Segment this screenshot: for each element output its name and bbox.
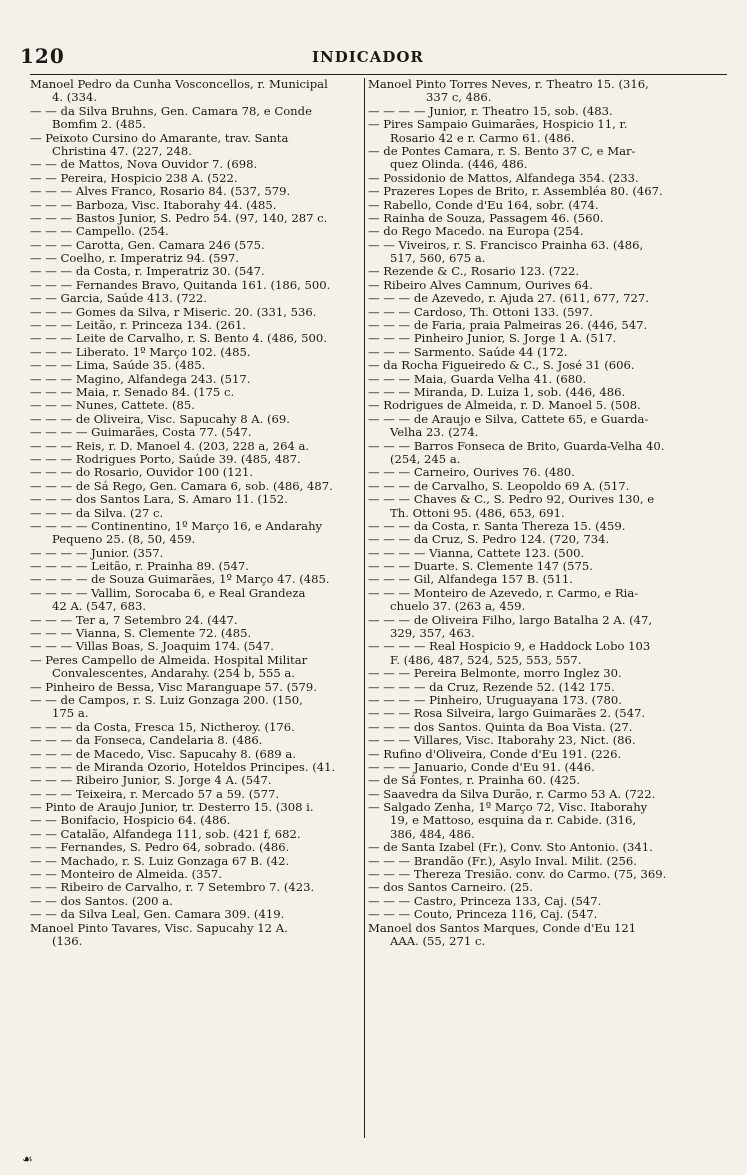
directory-entry-line: — — — Maia, Guarda Velha 41. (680.: [368, 372, 587, 386]
directory-entry-line: — — — — Real Hospicio 9, e Haddock Lobo 103: [368, 640, 651, 654]
directory-entry-line: — — — — Vianna, Cattete 123. (500.: [368, 546, 585, 560]
directory-entry-line: chuelo 37. (263 a, 459.: [390, 600, 526, 614]
directory-entry-line: — — — Sarmento. Saúde 44 (172.: [368, 345, 568, 359]
left-column: [30, 78, 365, 948]
directory-entry-line: — — — Cardoso, Th. Ottoni 133. (597.: [368, 305, 593, 319]
directory-entry-line: — — — de Miranda Ozorio, Hoteldos Principes. (41.: [30, 760, 336, 774]
directory-entry-line: — — — Liberato. 1º Março 102. (485.: [30, 345, 251, 359]
directory-entry-line: — Prazeres Lopes de Brito, r. Assembléa 80. (467.: [368, 185, 663, 199]
directory-entry-line: — — — da Fonseca, Candelaria 8. (486.: [30, 734, 263, 748]
directory-entry-line: — Rainha de Souza, Passagem 46. (560.: [368, 211, 604, 225]
directory-entry-line: — — — de Faria, praia Palmeiras 26. (446, 547.: [368, 319, 648, 333]
directory-entry-line: — — Viveiros, r. S. Francisco Prainha 63. (486,: [368, 238, 644, 252]
header-rule: [30, 74, 727, 75]
directory-entry-line: Bomfim 2. (485.: [52, 118, 146, 132]
directory-entry-line: 19, e Mattoso, esquina da r. Cabide. (316,: [390, 814, 637, 828]
directory-entry-line: Manoel Pinto Torres Neves, r. Theatro 15. (316,: [368, 78, 649, 91]
directory-entry-line: — — — de Carvalho, S. Leopoldo 69 A. (517.: [368, 479, 630, 493]
directory-entry-line: — — — Carneiro, Ourives 76. (480.: [368, 466, 575, 480]
directory-entry-line: — — — Thereza Tresião. conv. do Carmo. (75, 369.: [368, 868, 667, 882]
directory-entry-line: — — — Villas Boas, S. Joaquim 174. (547.: [30, 640, 274, 654]
directory-entry-line: — — — Barros Fonseca de Brito, Guarda-Velha 40.: [368, 439, 665, 453]
directory-entry-line: — — Monteiro de Almeida. (357.: [30, 868, 222, 882]
directory-entry-line: — — — Duarte. S. Clemente 147 (575.: [368, 560, 593, 574]
directory-entry-line: 337 c, 486.: [426, 91, 492, 105]
directory-entry-line: — — — Pinheiro Junior, S. Jorge 1 A. (517.: [368, 332, 617, 346]
directory-entry-line: — — de Campos, r. S. Luiz Gonzaga 200. (150,: [30, 693, 303, 707]
directory-entry-line: — — — — da Cruz, Rezende 52. (142 175.: [368, 680, 615, 694]
directory-entry-line: — — — — Continentino, 1º Março 16, e Andarahy: [30, 519, 323, 533]
directory-entry-line: (254, 245 a.: [390, 452, 461, 466]
directory-entry-line: Rosario 42 e r. Carmo 61. (486.: [390, 131, 575, 145]
directory-entry-line: Velha 23. (274.: [390, 426, 479, 440]
directory-entry-line: 4. (334.: [52, 91, 98, 105]
directory-entry-line: — — — Rosa Silveira, largo Guimarães 2. (547.: [368, 707, 646, 721]
directory-entry-line: — — — — Leitão, r. Prainha 89. (547.: [30, 560, 249, 574]
directory-entry-line: — dos Santos Carneiro. (25.: [368, 881, 533, 895]
directory-entry-line: — — — — Guimarães, Costa 77. (547.: [30, 426, 252, 440]
directory-entry-line: — do Rego Macedo. na Europa (254.: [368, 225, 584, 239]
directory-entry-line: 175 a.: [52, 707, 89, 721]
directory-entry-line: — — — Villares, Visc. Itaborahy 23, Nict. (86.: [368, 734, 636, 748]
directory-entry-line: — Pinheiro de Bessa, Visc Maranguape 57. (579.: [30, 680, 317, 694]
directory-entry-line: — — — Couto, Princeza 116, Caj. (547.: [368, 908, 598, 922]
directory-entry-line: — de Pontes Camara, r. S. Bento 37 C, e Mar-: [368, 144, 636, 158]
directory-entry-line: — — — Alves Franco, Rosario 84. (537, 579.: [30, 185, 291, 199]
directory-entry-line: — — — dos Santos Lara, S. Amaro 11. (152.: [30, 493, 288, 507]
directory-entry-line: — — Bonifacio, Hospicio 64. (486.: [30, 814, 231, 828]
column-divider: [364, 78, 365, 1138]
directory-entry-line: — — — Chaves & C., S. Pedro 92, Ourives 130, e: [368, 493, 655, 507]
directory-entry-line: quez Olinda. (446, 486.: [390, 158, 528, 172]
directory-entry-line: Th. Ottoni 95. (486, 653, 691.: [390, 506, 565, 520]
directory-entry-line: — da Rocha Figueiredo & C., S. José 31 (606.: [368, 359, 635, 373]
directory-entry-line: — — — — Junior. (357.: [30, 546, 164, 560]
directory-entry-line: — — — — Junior, r. Theatro 15, sob. (483.: [368, 104, 613, 118]
directory-entry-line: — — dos Santos. (200 a.: [30, 894, 173, 908]
right-column: [368, 78, 730, 948]
directory-entry-line: — — — Teixeira, r. Mercado 57 a 59. (577.: [30, 787, 280, 801]
directory-entry-line: — — — Leitão, r. Princeza 134. (261.: [30, 319, 247, 333]
page-number: 120: [20, 44, 65, 68]
directory-entry-line: — — — de Sá Rego, Gen. Camara 6, sob. (486, 487.: [30, 479, 333, 493]
directory-entry-line: — — — Januario, Conde d'Eu 91. (446.: [368, 760, 595, 774]
directory-entry-line: — — — Lima, Saúde 35. (485.: [30, 359, 206, 373]
directory-entry-line: Manoel dos Santos Marques, Conde d'Eu 121: [368, 921, 637, 935]
directory-entry-line: — — — da Costa, r. Imperatriz 30. (547.: [30, 265, 265, 279]
directory-entry-line: — Rezende & C., Rosario 123. (722.: [368, 265, 580, 279]
directory-entry-line: Manoel Pedro da Cunha Vosconcellos, r. Municipal: [30, 78, 328, 91]
directory-entry-line: — — — Leite de Carvalho, r. S. Bento 4. (486, 500.: [30, 332, 327, 346]
directory-entry-line: — de Santa Izabel (Fr.), Conv. Sto Antonio. (341.: [368, 841, 653, 855]
directory-entry-line: — Pires Sampaio Guimarães, Hospicio 11, r.: [368, 118, 628, 132]
directory-entry-line: — — — da Costa, r. Santa Thereza 15. (459.: [368, 519, 626, 533]
directory-entry-line: — — — do Rosario, Ouvidor 100 (121.: [30, 466, 254, 480]
directory-entry-line: — — — Gomes da Silva, r Miseric. 20. (331, 536.: [30, 305, 317, 319]
directory-entry-line: 517, 560, 675 a.: [390, 252, 486, 266]
directory-entry-line: — — — Vianna, S. Clemente 72. (485.: [30, 627, 252, 641]
directory-entry-line: — — de Mattos, Nova Ouvidor 7. (698.: [30, 158, 258, 172]
directory-entry-line: — — — Barboza, Visc. Itaborahy 44. (485.: [30, 198, 277, 212]
directory-entry-line: — — Garcia, Saúde 413. (722.: [30, 292, 207, 306]
directory-entry-line: 386, 484, 486.: [390, 827, 475, 841]
directory-entry-line: Christina 47. (227, 248.: [52, 144, 192, 158]
directory-entry-line: — — — de Oliveira Filho, largo Batalha 2 A. (47,: [368, 613, 653, 627]
directory-entry-line: — Rufino d'Oliveira, Conde d'Eu 191. (226.: [368, 747, 622, 761]
directory-entry-line: — — — Fernandes Bravo, Quitanda 161. (186, 500.: [30, 278, 331, 292]
directory-entry-line: — — Fernandes, S. Pedro 64, sobrado. (486.: [30, 841, 290, 855]
directory-entry-line: — — — de Araujo e Silva, Cattete 65, e Guarda-: [368, 412, 649, 426]
directory-entry-line: — — — da Costa, Fresca 15, Nictheroy. (176.: [30, 720, 295, 734]
directory-entry-line: Manoel Pinto Tavares, Visc. Sapucahy 12 A.: [30, 921, 288, 935]
directory-entry-line: Convalescentes, Andarahy. (254 b, 555 a.: [52, 667, 295, 681]
directory-entry-line: — — — da Cruz, S. Pedro 124. (720, 734.: [368, 533, 610, 547]
directory-entry-line: — — — de Macedo, Visc. Sapucahy 8. (689 a.: [30, 747, 296, 761]
directory-entry-line: — Peixoto Cursino do Amarante, trav. Santa: [30, 131, 289, 145]
directory-entry-line: (136.: [52, 935, 83, 948]
directory-entry-line: — — — Maia, r. Senado 84. (175 c.: [30, 385, 235, 399]
directory-entry-line: — — — Monteiro de Azevedo, r. Carmo, e Ria-: [368, 586, 639, 600]
directory-entry-line: — — — de Azevedo, r. Ajuda 27. (611, 677, 727.: [368, 292, 649, 306]
directory-entry-line: — — da Silva Bruhns, Gen. Camara 78, e Conde: [30, 104, 312, 118]
directory-entry-line: — — — dos Santos. Quinta da Boa Vista. (27.: [368, 720, 633, 734]
directory-entry-line: — — — Castro, Princeza 133, Caj. (547.: [368, 894, 602, 908]
directory-entry-line: — — — — Pinheiro, Uruguayana 173. (780.: [368, 693, 622, 707]
directory-entry-line: — — — Campello. (254.: [30, 225, 169, 239]
directory-entry-line: — Pinto de Araujo Junior, tr. Desterro 15. (308 i.: [30, 801, 314, 815]
directory-entry-line: — Peres Campello de Almeida. Hospital Militar: [30, 653, 308, 667]
directory-entry-line: — — Pereira, Hospicio 238 A. (522.: [30, 171, 238, 185]
directory-entry-line: — Rabello, Conde d'Eu 164, sobr. (474.: [368, 198, 599, 212]
directory-entry-line: — — — Magino, Alfandega 243. (517.: [30, 372, 251, 386]
directory-entry-line: 42 A. (547, 683.: [52, 600, 147, 614]
directory-entry-line: — — — Reis, r. D. Manoel 4. (203, 228 a, 264 a.: [30, 439, 310, 453]
directory-entry-line: — — Catalão, Alfandega 111, sob. (421 f, 682.: [30, 827, 301, 841]
directory-entry-line: — — — de Oliveira, Visc. Sapucahy 8 A. (69.: [30, 412, 290, 426]
directory-entry-line: Pequeno 25. (8, 50, 459.: [52, 533, 196, 547]
directory-entry-line: — — — Carotta, Gen. Camara 246 (575.: [30, 238, 265, 252]
directory-entry-line: — Possidonio de Mattos, Alfandega 354. (233.: [368, 171, 639, 185]
directory-entry-line: — — Coelho, r. Imperatriz 94. (597.: [30, 252, 239, 266]
directory-entry-line: — de Sá Fontes, r. Prainha 60. (425.: [368, 774, 581, 788]
footer-mark: ☙: [22, 1152, 33, 1166]
directory-entry-line: — — — Ter a, 7 Setembro 24. (447.: [30, 613, 238, 627]
directory-entry-line: 329, 357, 463.: [390, 627, 475, 641]
directory-entry-line: — — — Rodrigues Porto, Saúde 39. (485, 487.: [30, 452, 301, 466]
directory-entry-line: — — — Gil, Alfandega 157 B. (511.: [368, 573, 573, 587]
directory-entry-line: — — da Silva Leal, Gen. Camara 309. (419.: [30, 908, 285, 922]
directory-entry-line: F. (486, 487, 524, 525, 553, 557.: [390, 653, 582, 667]
page-title: INDICADOR: [312, 48, 424, 66]
directory-entry-line: — — — — de Souza Guimarães, 1º Março 47. (485.: [30, 573, 330, 587]
directory-entry-line: — Saavedra da Silva Durão, r. Carmo 53 A. (722.: [368, 787, 656, 801]
directory-entry-line: — — — da Silva. (27 c.: [30, 506, 164, 520]
directory-entry-line: — — — Pereira Belmonte, morro Inglez 30.: [368, 667, 622, 681]
directory-entry-line: — — Ribeiro de Carvalho, r. 7 Setembro 7. (423.: [30, 881, 315, 895]
directory-entry-line: AAA. (55, 271 c.: [390, 935, 486, 948]
directory-entry-line: — — — Bastos Junior, S. Pedro 54. (97, 140, 287 c.: [30, 211, 328, 225]
directory-entry-line: — — Machado, r. S. Luiz Gonzaga 67 B. (42.: [30, 854, 290, 868]
directory-entry-line: — Rodrigues de Almeida, r. D. Manoel 5. (508.: [368, 399, 641, 413]
directory-entry-line: — Salgado Zenha, 1º Março 72, Visc. Itaborahy: [368, 801, 648, 815]
directory-entry-line: — — — Nunes, Cattete. (85.: [30, 399, 195, 413]
directory-entry-line: — — — Miranda, D. Luiza 1, sob. (446, 486.: [368, 385, 626, 399]
directory-entry-line: — Ribeiro Alves Camnum, Ourives 64.: [368, 278, 593, 292]
directory-entry-line: — — — Brandão (Fr.), Asylo Inval. Milit. (256.: [368, 854, 637, 868]
directory-entry-line: — — — — Vallim, Sorocaba 6, e Real Grandeza: [30, 586, 306, 600]
directory-entry-line: — — — Ribeiro Junior, S. Jorge 4 A. (547.: [30, 774, 272, 788]
